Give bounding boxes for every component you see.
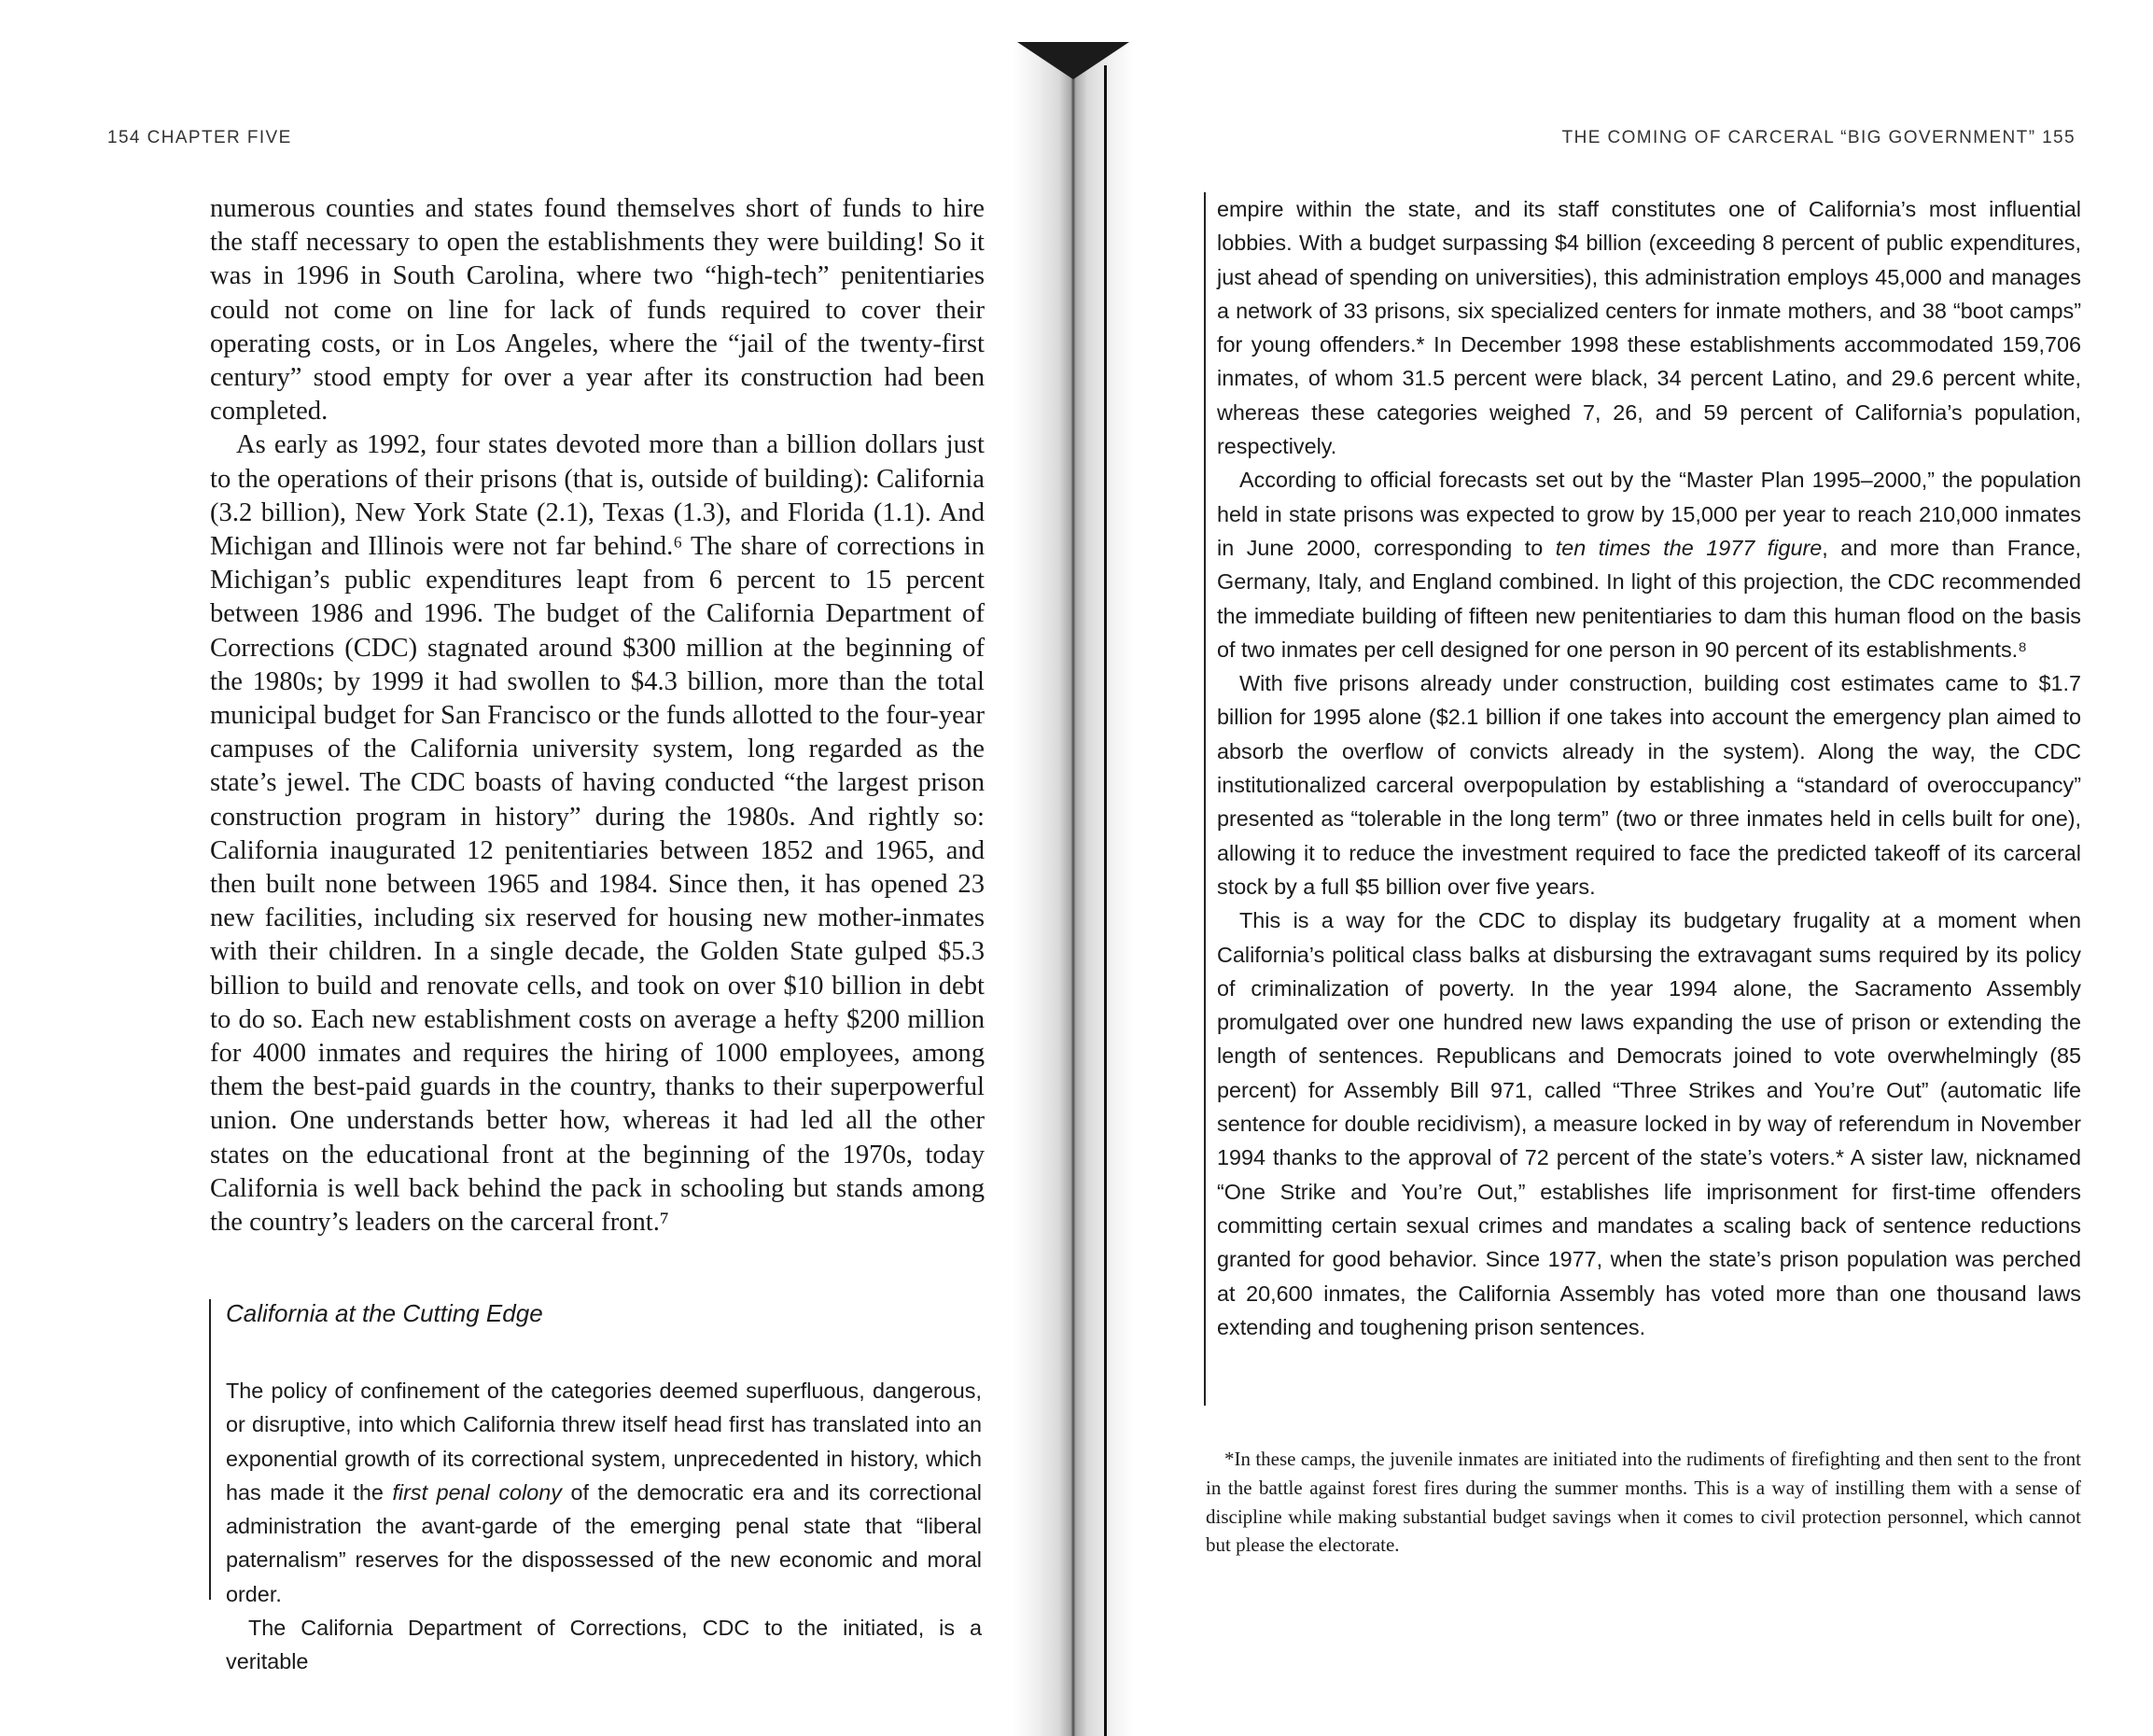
footnote xyxy=(1206,1445,2081,1560)
sidebar-title: California at the Cutting Edge xyxy=(226,1299,543,1327)
sidebar-p1-before: The policy of confinement of the categories deemed superfluous, dangerous, or disruptive, into which California threw itself head first has translated into an exponential growth of its correctional system, unprecedented in history, which has made it the xyxy=(226,1379,982,1505)
right-paragraph-2 xyxy=(1217,463,2081,666)
sidebar-p1-emphasis: first penal colony xyxy=(392,1479,562,1505)
sidebar-paragraph-2: The California Department of Corrections, CDC to the initiated, is a veritable xyxy=(226,1616,982,1674)
right-paragraph-1: empire within the state, and its staff constitutes one of California’s most influential lobbies. With a budget surpassing $4 billion (exceeding 8 percent of public expenditures, just ahead of spending on universities), this administration employs 45,000 and manages a network of 33 prisons, six specialized centers for inmate mothers, and 38 “boot camps” for young offenders.* In December 1998 these establishments accommodated 159,706 inmates, of whom 31.5 percent were black, 34 percent Latino, and 29.6 percent white, whereas these categories weighed 7, 26, and 59 percent of California’s population, respectively. xyxy=(1217,197,2081,459)
right-page xyxy=(1083,0,2153,1736)
left-paragraph-1: numerous counties and states found themselves short of funds to hire the staff necessary to open the establishments they were building! So it was in 1996 in South Carolina, where two “high-tech” penitentiaries could not come on line for lack of funds required to cover their operating costs, or in Los Angeles, where the “jail of the twenty-first century” stood empty for over a year after its construction had been completed. xyxy=(210,194,985,427)
right-p2-emphasis: ten times the 1977 figure xyxy=(1555,535,1823,560)
running-head-right: THE COMING OF CARCERAL “BIG GOVERNMENT” 155 xyxy=(1561,128,2076,147)
footnote-text: *In these camps, the juvenile inmates are initiated into the rudiments of firefighting and then sent to the front in the battle against forest fires during the summer months. This is a way of instilling them with a sense of discipline while making substantial budget savings when it comes to civil protection personnel, which cannot but please the electorate. xyxy=(1206,1448,2081,1557)
sidebar-p1-after: of the democratic era and its correctional administration the avant-garde of the emerging penal state that “liberal paternalism” reserves for the dispossessed of the new economic and moral order. xyxy=(226,1479,982,1606)
left-page xyxy=(0,0,1073,1736)
right-p2-after: , and more than France, Germany, Italy, and England combined. In light of this projection, the CDC recommended the immediate building of fifteen new penitentiaries to dam this human flood on the basis of two inmates per cell designed for one person in 90 percent of its establishments.⁸ xyxy=(1217,535,2081,662)
running-head-left: 154 CHAPTER FIVE xyxy=(107,128,292,147)
right-paragraph-4: This is a way for the CDC to display its budgetary frugality at a moment when California’s political class balks at disbursing the extravagant sums required by its policy of criminalization of poverty. In the year 1994 alone, the Sacramento Assembly promulgated over one hundred new laws expanding the use of prison or extending the length of sentences. Republicans and Democrats joined to vote overwhelmingly (85 percent) for Assembly Bill 971, called “Three Strikes and You’re Out” (automatic life sentence for double recidivism), a measure locked in by way of referendum in November 1994 thanks to the approval of 72 percent of the state’s voters.* A sister law, nicknamed “One Strike and You’re Out,” establishes life imprisonment for first-time offenders committing certain sexual crimes and mandates a scaling back of sentence reductions granted for good behavior. Since 1977, when the state’s prison population was perched at 20,600 inmates, the California Assembly has voted more than one thousand laws extending and toughening prison sentences. xyxy=(1217,908,2081,1339)
right-paragraph-3: With five prisons already under construction, building cost estimates came to $1.7 billion for 1995 alone ($2.1 billion if one takes into account the emergency plan aimed to absorb the overflow of convicts already in the system). Along the way, the CDC institutionalized carceral overpopulation by establishing a “standard of overoccupancy” presented as “tolerable in the long term” (two or three inmates held in cells built for one), allowing it to reduce the investment required to face the predicted takeoff of its carceral stock by a full $5 billion over five years. xyxy=(1217,671,2081,899)
sidebar-box xyxy=(209,1299,990,1674)
left-body-text xyxy=(210,192,985,1239)
left-paragraph-2: As early as 1992, four states devoted more than a billion dollars just to the operations of their prisons (that is, outside of building): California (3.2 billion), New York State (2.1), Texas (1.3), and Florida (1.1). And Michigan and Illinois were not far behind.⁶ The share of corrections in Michigan’s public expenditures leapt from 6 percent to 15 percent between 1986 and 1996. The budget of the California Department of Corrections (CDC) stagnated around $300 million at the beginning of the 1980s; by 1999 it had swollen to $4.3 billion, more than the total municipal budget for San Francisco or the funds allotted to the four-year campuses of the California university system, long regarded as the state’s jewel. The CDC boasts of having conducted “the largest prison construction program in history” during the 1980s. And rightly so: California inaugurated 12 penitentiaries between 1852 and 1965, and then built none between 1965 and 1984. Since then, it has opened 23 new facilities, including six reserved for housing new mother-inmates with their children. In a single decade, the Golden State gulped $5.3 billion to build and renovate cells, and took on over $10 billion in debt to do so. Each new establishment costs on average a hefty $200 million for 4000 inmates and requires the hiring of 1000 employees, among them the best-paid guards in the country, thanks to their superpowerful union. One understands better how, whereas it had led all the other states on the educational front at the beginning of the 1970s, today California is well back behind the pack in schooling but stands among the country’s leaders on the carceral front.⁷ xyxy=(210,430,985,1238)
right-p2-before: According to official forecasts set out by the “Master Plan 1995–2000,” the population held in state prisons was expected to grow by 15,000 per year to reach 210,000 inmates in June 2000, corresponding to xyxy=(1217,468,2081,560)
sidebar-paragraph-1 xyxy=(226,1374,982,1611)
sidebar-text xyxy=(226,1374,982,1679)
right-body-text xyxy=(1204,192,2081,1406)
